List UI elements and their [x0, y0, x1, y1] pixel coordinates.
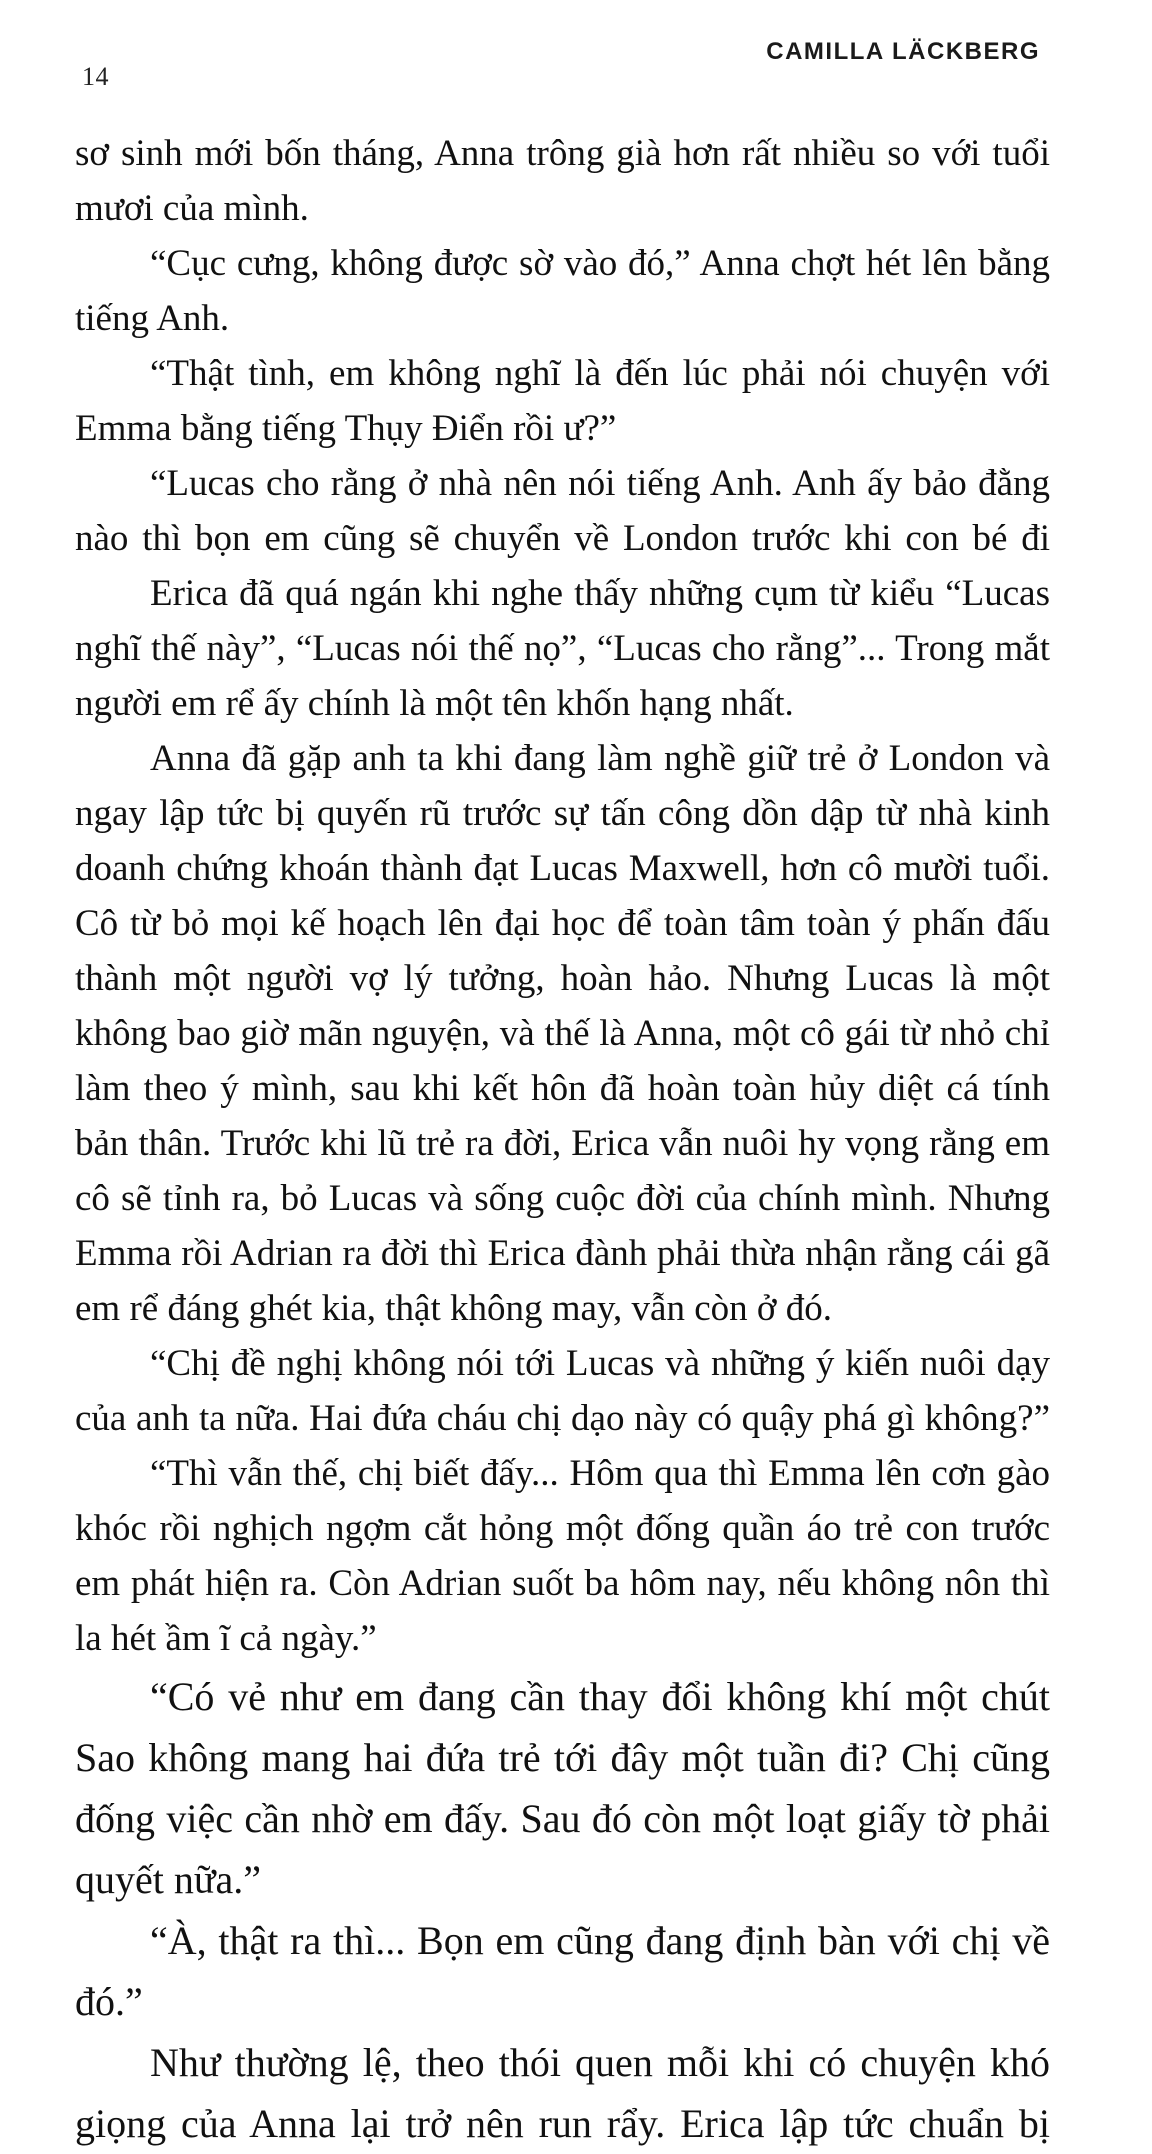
text-line: Như thường lệ, theo thói quen mỗi khi có chuyện khó — [150, 2040, 1050, 2085]
text-line: đống việc cần nhờ em đấy. Sau đó còn một loạt giấy tờ phải — [75, 1796, 1050, 1841]
text-line: Anna đã gặp anh ta khi đang làm nghề giữ trẻ ở London và — [150, 738, 1050, 779]
text-line: làm theo ý mình, sau khi kết hôn đã hoàn toàn hủy diệt cá tính — [75, 1068, 1050, 1109]
text-line: bản thân. Trước khi lũ trẻ ra đời, Erica vẫn nuôi hy vọng rằng em — [75, 1123, 1050, 1164]
text-line: em rể đáng ghét kia, thật không may, vẫn còn ở đó. — [75, 1288, 832, 1329]
text-line: sơ sinh mới bốn tháng, Anna trông già hơn rất nhiều so với tuổi — [75, 133, 1050, 174]
text-line: “Lucas cho rằng ở nhà nên nói tiếng Anh. Anh ấy bảo đằng — [150, 463, 1050, 504]
running-head-author: CAMILLA LÄCKBERG — [766, 38, 1040, 65]
page-number: 14 — [82, 62, 109, 91]
text-line: “Chị đề nghị không nói tới Lucas và những ý kiến nuôi dạy — [150, 1343, 1050, 1384]
text-line: giọng của Anna lại trở nên run rẩy. Erica lập tức chuẩn bị — [75, 2101, 1050, 2146]
text-line: tiếng Anh. — [75, 298, 230, 339]
text-line: doanh chứng khoán thành đạt Lucas Maxwell, hơn cô mười tuổi. — [75, 848, 1050, 889]
text-line: của anh ta nữa. Hai đứa cháu chị dạo này có quậy phá gì không?” — [75, 1398, 1050, 1439]
text-line: Emma bằng tiếng Thụy Điển rồi ư?” — [75, 408, 617, 449]
text-line: mươi của mình. — [75, 188, 309, 229]
text-line: em phát hiện ra. Còn Adrian suốt ba hôm nay, nếu không nôn thì — [75, 1563, 1050, 1604]
text-line: Sao không mang hai đứa trẻ tới đây một tuần đi? Chị cũng — [75, 1735, 1050, 1780]
text-line: “À, thật ra thì... Bọn em cũng đang định bàn với chị về — [150, 1918, 1050, 1963]
text-line: ngay lập tức bị quyến rũ trước sự tấn công dồn dập từ nhà kinh — [75, 793, 1050, 834]
text-line: người em rể ấy chính là một tên khốn hạng nhất. — [75, 683, 794, 724]
text-line: “Cục cưng, không được sờ vào đó,” Anna chợt hét lên bằng — [150, 243, 1050, 284]
text-line: Erica đã quá ngán khi nghe thấy những cụm từ kiểu “Lucas — [150, 573, 1050, 614]
text-line: Emma rồi Adrian ra đời thì Erica đành phải thừa nhận rằng cái gã — [75, 1233, 1050, 1274]
text-line: cô sẽ tỉnh ra, bỏ Lucas và sống cuộc đời của chính mình. Nhưng — [75, 1178, 1050, 1219]
text-line: “Thật tình, em không nghĩ là đến lúc phải nói chuyện với — [150, 353, 1050, 394]
text-line: la hét ầm ĩ cả ngày.” — [75, 1618, 377, 1659]
text-line: quyết nữa.” — [75, 1857, 262, 1902]
text-line: không bao giờ mãn nguyện, và thế là Anna, một cô gái từ nhỏ chỉ — [75, 1013, 1050, 1054]
text-line: nghĩ thế này”, “Lucas nói thế nọ”, “Lucas cho rằng”... Trong mắt — [75, 628, 1050, 669]
text-line: “Thì vẫn thế, chị biết đấy... Hôm qua thì Emma lên cơn gào — [150, 1453, 1050, 1494]
text-line: khóc rồi nghịch ngợm cắt hỏng một đống quần áo trẻ con trước — [75, 1508, 1050, 1549]
text-line: đó.” — [75, 1979, 143, 2024]
text-line: “Có vẻ như em đang cần thay đổi không khí một chút — [150, 1674, 1050, 1719]
text-line: Cô từ bỏ mọi kế hoạch lên đại học để toàn tâm toàn ý phấn đấu — [75, 903, 1050, 944]
text-line: nào thì bọn em cũng sẽ chuyển về London trước khi con bé đi — [75, 518, 1050, 559]
body-text — [75, 126, 1050, 2154]
text-line: thành một người vợ lý tưởng, hoàn hảo. Nhưng Lucas là một — [75, 958, 1050, 999]
